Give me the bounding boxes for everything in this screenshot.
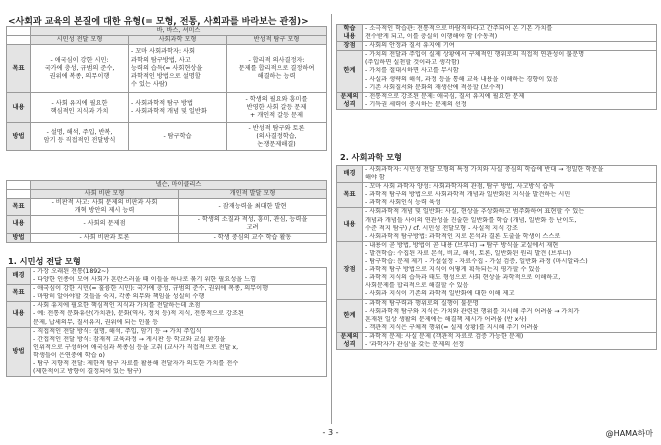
table-cell: - 사회과학적 개념 및 일반화: 사실, 현상을 추상화하고 범주화하여 표현할 수 있는 개념과 개념들 사이의 연관성을 진술한 일반화를 학습 (개념, 일반화 등 난이도, 수준 적지 탐구) / cf. 시민성 전달모형 - 사실적 지식 강조 - 사회과학적 탐구방법: 과학적인 지로 본석과 결론 도출을 학생이 스스로 bbox=[363, 208, 657, 241]
table-cell: - 사회과학자: 시민성 전달 모형의 특정 가치와 사실 중심의 학습에 반대 → 정밀한 학문을 해야 함 bbox=[363, 166, 657, 183]
table-header: 넬슨, 마이클리스 bbox=[31, 181, 327, 190]
row-label: 한계 bbox=[337, 299, 363, 332]
table-cell: - 비판적 사고: 사회 문제의 비판과 사회 개혁 방안의 제시 능력 bbox=[31, 199, 179, 216]
barth-model-table bbox=[6, 26, 327, 151]
table-cell: - 사회과학적 탐구 방법 - 사회과학적 개념 및 일반화 bbox=[129, 93, 227, 123]
column-divider bbox=[331, 14, 332, 424]
table-cell: - 학생의 소질과 적성, 흥미, 관심, 능력을 고려 bbox=[179, 216, 327, 233]
citizenship-model-continued-table bbox=[336, 24, 657, 110]
table-cell: - 합리적 의사결정자: 문제를 합리적으로 결정하여 해결하는 능력 bbox=[227, 45, 327, 93]
table-cell: - 탐구학습 bbox=[129, 123, 227, 151]
section-title: 1. 시민성 전달 모형 bbox=[8, 256, 81, 266]
table-cell: - 사회 유지에 필요한 핵심적인 지식과 가치 bbox=[31, 93, 129, 123]
table-cell: - 잠재능력을 최대한 발현 bbox=[179, 199, 327, 216]
table-cell: - 전통적으로 강조된 문제: 애국심, 질서 유지에 필요한 문제 - 기득권 세력이 중시하는 문제의 선정 bbox=[363, 92, 657, 109]
row-label: 내용 bbox=[7, 302, 31, 327]
row-label: 방법 bbox=[7, 233, 31, 242]
table-cell: - 학생의 필요와 흥미를 반영한 사회 갈등 문제 + 개인적 갈등 문제 bbox=[227, 93, 327, 123]
row-label: 문제의 성격 bbox=[337, 92, 363, 109]
row-label: 방법 bbox=[7, 123, 31, 151]
row-label: 방법 bbox=[7, 327, 31, 377]
row-label: 장점 bbox=[337, 241, 363, 299]
table-cell: - 애국심이 강한 시민: 국가에 충성, 규범의 준수, 권위에 복종, 의무이행 bbox=[31, 45, 129, 93]
table-cell: - 학생 중심의 교수 학습 활동 bbox=[179, 233, 327, 242]
row-label: 문제의 성격 bbox=[337, 332, 363, 349]
table-cell: - 설명, 해석, 주입, 반복, 암기 등 직접적인 전달방식 bbox=[31, 123, 129, 151]
table-cell: - 직접적인 전달 방식: 설명, 해석, 주입, 암기 등 → 가치 주입식 - 간접적인 전달 방식: 잠재적 교육과정 → 게시판 등 학교와 교실 환경을 인위적으로 구성하여 애국심과 복종심 등을 고취 (교사가 직접적으로 전달 x, 학생들이 은연중에 학습 o) - 탐구 지향적 전달: 제한적 탐구 자료를 활용해 전달자가 의도한 가치를 전수 (제한적이고 방향이 결정되어 있는 탐구) bbox=[31, 327, 327, 377]
table-cell: - 가장 오래된 전통(1892~) - 다양한 인종이 모여 사회가 혼란스러울 때 이들을 하나로 묶기 위한 필요성을 느낌 bbox=[31, 268, 327, 285]
table-cell: - 꼬마 사회 과학자 양성: 사회과학자의 관점, 탐구 방법, 사고방식 습득 - 과학적 탐구의 방법으로 사회과학적 개념과 일반화된 지식을 발견하는 시민 - 과학적 사회인식 능력 육성 bbox=[363, 183, 657, 208]
table-cell: - 소극적인 학습관: 전통적으로 바람직하다고 간주되어 온 기본 가치를 전수받게 되고, 이를 충실히 이행해야 함 (수동적) bbox=[363, 25, 657, 42]
table-cell: - 반성적 탐구와 토론 (의사결정학습, 논쟁문제해결) bbox=[227, 123, 327, 151]
row-label: 목표 bbox=[7, 199, 31, 216]
row-label: 장점 bbox=[337, 42, 363, 51]
table-cell: - 과학적 탐구력과 행위로의 실행이 불분명 - 사회과학적 탐구와 지식은 가치와 관련된 행위를 지시해 주거 어려움 → 가치가 혼재된 일상 생활의 문제에는 해결책 제시가 어려움 (반 x사) - 객관적 지식은 구체적 행위(= 실제 상황)를 지시해 주기 어려움 bbox=[363, 299, 657, 332]
table-cell: - 사회의 안정과 질서 유지에 기여 bbox=[363, 42, 657, 51]
page-number: - 3 - bbox=[322, 428, 339, 437]
row-label: 내용 bbox=[337, 208, 363, 241]
row-label: 목표 bbox=[7, 45, 31, 93]
table-cell: - 내용이 곧 방법, 방법이 곧 내용 (브루너) → 탐구 방식을 교실에서 재현 - 발견학습: 수집된 자료 본석, 비교, 해석, 토론, 일반화된 원리 발견 (브루너) - 탐구학습: 문제 제기 - 가설설정 - 자료수집 - 가설 검증, 일반화 과정 (마시알라스) - 과학적 탐구 방법으로 지식이 어떻게 획득되는지 평가할 수 있음 - 과학적 지식의 습득과 태도 형성으로 사회 현상을 과학적으로 이해하고, 사회문제를 합리적으로 해결할 수 있음 - 사회과 지식이 기존의 과학적 일반화에 대한 이해 제고 bbox=[363, 241, 657, 299]
table-cell: - 사회의 문제점 bbox=[31, 216, 179, 233]
page-title: <사회과 교육의 본질에 대한 유형(= 모형, 전통, 사회과를 바라보는 관점)> bbox=[8, 17, 309, 27]
column-header: 개인적 발달 모형 bbox=[179, 190, 327, 199]
row-label: 목표 bbox=[337, 183, 363, 208]
social-science-model-table bbox=[336, 165, 657, 350]
row-label: 한계 bbox=[337, 51, 363, 92]
table-cell: - 애국심이 강한 시민(= 훌륭한 시민): 국가에 충성, 규범의 준수, 권위에 복종, 의무이행 - 마땅히 알아야할 것들을 숙지, 각종 의무와 책임을 성실히 수행 bbox=[31, 285, 327, 302]
row-label: 목표 bbox=[7, 285, 31, 302]
row-label: 내용 bbox=[7, 93, 31, 123]
row-label: 내용 bbox=[7, 216, 31, 233]
table-cell: - 가치의 전달과 주입이 실제 상황에서 구체적인 행위로의 직접적 연관성이 불분명 (주입하면 실천할 것이라고 생각함) - 가치를 절대시하면 사고를 무시함 - 사실과 생략의 해석, 과정 등을 통해 교육 내용을 이해하는 경향이 있음 - 기존 사회질서와 문화의 재생산에 적응할 (보수적) bbox=[363, 51, 657, 92]
table-cell: - 과학적 문제: 사실 문제 (객관적 자료로 검증 가능한 문제) - '과학자가 관심'을 갖는 문제의 선정 bbox=[363, 332, 657, 349]
table-cell: - 사회 유지에 필요한 핵심적인 지식과 가치를 전달하는데 초점 - 예: 전통적 문화유산(가치관), 문화(역사, 정치 등)적 지식, 전통적으로 강조된 문제, 납세의무, 질서유지, 권위에 되는 인물 등 bbox=[31, 302, 327, 327]
row-label: 학습 내용 bbox=[337, 25, 363, 42]
column-header: 사회 비판 모형 bbox=[31, 190, 179, 199]
citizenship-model-table bbox=[6, 267, 327, 377]
table-cell: - 꼬마 사회과학자: 사회 과학의 탐구방법, 사고 능력의 습득(= 사회현상을 과학적인 방법으로 설명할 수 있는 사람) bbox=[129, 45, 227, 93]
row-label: 배경 bbox=[337, 166, 363, 183]
table-cell: - 사회 비판과 토론 bbox=[31, 233, 179, 242]
column-header: 반성적 탐구 모형 bbox=[227, 36, 327, 45]
nelson-model-table bbox=[6, 180, 327, 243]
table-header: 바, 바스, 셔미스 bbox=[31, 27, 327, 36]
copyright-text: @HAMA하마 bbox=[605, 429, 653, 438]
row-label: 배경 bbox=[7, 268, 31, 285]
column-header: 시민성 전달 모형 bbox=[31, 36, 129, 45]
section-title: 2. 사회과학 모형 bbox=[340, 152, 402, 162]
column-header: 사회과학 모형 bbox=[129, 36, 227, 45]
